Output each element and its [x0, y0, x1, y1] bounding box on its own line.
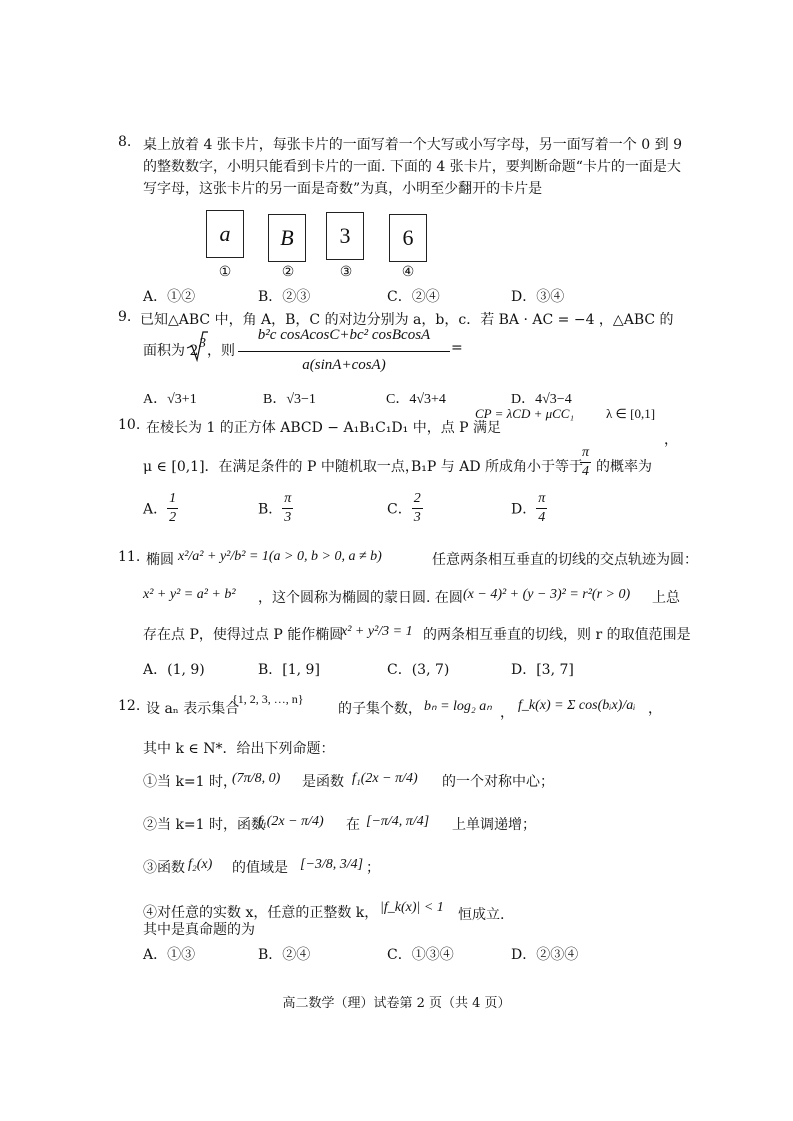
- q12-prop2-interval: [−π/4, π/4]: [366, 814, 430, 829]
- q10-option-b-label: B．: [258, 501, 283, 518]
- q10-option-d-den: 4: [538, 510, 546, 525]
- q10-number: 10.: [118, 417, 141, 433]
- q11-option-b: B．[1, 9]: [258, 662, 320, 678]
- card-2: B: [268, 214, 306, 262]
- card-4: 6: [389, 214, 427, 262]
- q10-option-b: [258, 490, 293, 527]
- q9-option-d: D．4√3−4: [511, 392, 572, 407]
- q10-option-d-num: π: [536, 490, 547, 509]
- q10-line2-frac: [580, 444, 591, 481]
- q10-option-a-label: A．: [143, 501, 168, 518]
- q11-line3c: 的两条相互垂直的切线，则 r 的取值范围是: [423, 627, 691, 643]
- q12-option-b: B．②④: [258, 947, 311, 963]
- q9-area-sqrt: 3: [199, 336, 206, 351]
- page-footer: 高二数学（理）试卷第 2 页（共 4 页）: [282, 996, 511, 1011]
- q11-option-a: A．(1, 9): [143, 662, 205, 678]
- q12-prop3-a: ③函数: [143, 860, 185, 876]
- q12-comma1: ，: [500, 705, 514, 721]
- q12-prop1-a: ①当 k=1 时，: [143, 774, 238, 790]
- q10-option-a-num: 1: [167, 490, 178, 509]
- q11-number: 11.: [118, 549, 141, 565]
- q10-option-d-label: D．: [511, 501, 537, 518]
- q9-option-c: C．4√3+4: [386, 392, 446, 407]
- card-label-2: ②: [281, 264, 295, 280]
- q12-option-a: A．①③: [143, 947, 196, 963]
- q12-prop1-e: 的一个对称中心；: [442, 774, 554, 790]
- q11-option-d: D．[3, 7]: [511, 662, 574, 678]
- q12-comma2: ，: [648, 701, 662, 717]
- q12-line1a: 设 aₙ 表示集合: [146, 701, 240, 717]
- q12-prop4-a: ④对任意的实数 x，任意的正整数 k，: [143, 905, 379, 921]
- q12-fk-def: f_k(x) = Σ cos(bᵢx)/aᵢ: [518, 698, 636, 713]
- q10-vector-expr: CP = λCD + μCC₁: [475, 406, 574, 421]
- q12-prop1-point: (7π/8, 0): [232, 771, 281, 786]
- q9-frac-denominator: a(sinA+cosA): [302, 357, 386, 373]
- q8-option-d: D．③④: [511, 289, 565, 305]
- q8-line3: 写字母，这张卡片的另一面是奇数”为真，小明至少翻开的卡片是: [143, 181, 543, 197]
- q10-option-c: [387, 490, 423, 527]
- q9-line1: 已知△ABC 中，角 A，B，C 的对边分别为 a，b，c．若 BA · AC = −4 ，△ABC 的: [140, 312, 674, 328]
- q8-option-b: B．②③: [258, 289, 311, 305]
- q8-line2: 的整数数字，小明只能看到卡片的一面. 下面的 4 张卡片，要判断命题“卡片的一面是大: [143, 159, 681, 175]
- q10-lambda-range: λ ∈ [0,1]: [606, 406, 656, 421]
- q11-line3a: 存在点 P，使得过点 P 能作椭圆: [143, 627, 344, 643]
- q12-bn-def: bₙ = log₂ aₙ: [424, 699, 492, 714]
- q8-number: 8.: [118, 134, 132, 150]
- q10-frac-num: π: [580, 444, 591, 463]
- q9-area-then: ，则: [207, 343, 235, 359]
- q9-number: 9.: [118, 309, 132, 325]
- q10-option-a-den: 2: [169, 510, 177, 525]
- q9-option-b: B．√3−1: [263, 392, 316, 407]
- q10-option-c-num: 2: [412, 490, 423, 509]
- q12-prop2-func: f₁(2x − π/4): [258, 814, 324, 829]
- q10-line2c: 的概率为: [596, 459, 652, 475]
- q11-circle2-eq: (x − 4)² + (y − 3)² = r²(r > 0): [463, 587, 631, 602]
- q12-prop3-func: f₂(x): [188, 857, 213, 872]
- q10-comma: ，: [664, 432, 678, 448]
- q10-option-a: [143, 490, 178, 527]
- q11-circle-eq: x² + y² = a² + b²: [143, 587, 236, 602]
- q8-option-a: A．①②: [143, 289, 196, 305]
- q9-area-prefix: 面积为 2: [143, 343, 199, 359]
- q12-prop4-c: 恒成立.: [458, 907, 505, 923]
- q9-option-a: A．√3+1: [143, 392, 197, 407]
- q12-option-d: D．②③④: [511, 947, 579, 963]
- q8-line1: 桌上放着 4 张卡片，每张卡片的一面写着一个大写或小写字母，另一面写着一个 0 到 9: [143, 137, 682, 153]
- q11-option-c: C．(3, 7): [387, 662, 450, 678]
- q10-line2a: μ ∈ [0,1]．在满足条件的 P 中随机取一点，: [143, 459, 419, 475]
- q10-option-d: [511, 490, 547, 527]
- q12-final-line: 其中是真命题的为: [143, 922, 255, 938]
- q10-line2b: B₁P 与 AD 所成角小于等于: [411, 459, 584, 475]
- q9-frac-bar: [238, 351, 450, 352]
- q12-prop2-e: 上单调递增；: [452, 817, 536, 833]
- q8-option-c: C．②④: [387, 289, 440, 305]
- q11-line2d: 上总: [652, 590, 680, 606]
- q9-frac-eq: =: [451, 340, 463, 356]
- q12-set: {1, 2, 3, …, n}: [232, 692, 304, 706]
- q11-ellipse2-eq: x² + y²/3 = 1: [341, 624, 413, 639]
- q11-line1c: 任意两条相互垂直的切线的交点轨迹为圆：: [432, 552, 698, 568]
- q11-ellipse-eq: x²/a² + y²/b² = 1(a > 0, b > 0, a ≠ b): [178, 549, 382, 564]
- q10-frac-den: 4: [582, 464, 589, 479]
- q9-frac-numerator: b²c cosAcosC+bc² cosBcosA: [257, 327, 431, 343]
- card-3: 3: [326, 212, 364, 260]
- q12-prop3-range: [−3/8, 3/4]: [300, 857, 364, 872]
- q12-line2: 其中 k ∈ N*．给出下列命题：: [143, 741, 335, 757]
- q12-prop2-c: 在: [346, 817, 360, 833]
- q12-prop2-a: ②当 k=1 时，函数: [143, 817, 266, 833]
- card-1: a: [206, 210, 244, 258]
- card-label-4: ④: [401, 264, 415, 280]
- q12-prop1-func: f₁(2x − π/4): [352, 771, 418, 786]
- card-label-1: ①: [218, 264, 232, 280]
- q12-line1c: 的子集个数，: [338, 701, 422, 717]
- card-label-3: ③: [339, 264, 353, 280]
- q12-prop4-ineq: |f_k(x)| < 1: [380, 900, 444, 915]
- q11-line1a: 椭圆: [146, 552, 174, 568]
- q12-prop3-c: 的值域是: [232, 860, 288, 876]
- q12-prop3-e: ；: [366, 860, 380, 876]
- q12-number: 12.: [118, 698, 141, 714]
- q12-option-c: C．①③④: [387, 947, 454, 963]
- q10-option-b-den: 3: [284, 510, 292, 525]
- q12-prop1-c: 是函数: [302, 774, 344, 790]
- q10-option-c-label: C．: [387, 501, 412, 518]
- q10-option-b-num: π: [282, 490, 293, 509]
- q10-option-c-den: 3: [413, 510, 421, 525]
- q10-line1a: 在棱长为 1 的正方体 ABCD − A₁B₁C₁D₁ 中，点 P 满足: [146, 420, 502, 436]
- q11-line2b: ，这个圆称为椭圆的蒙日圆. 在圆: [258, 590, 463, 606]
